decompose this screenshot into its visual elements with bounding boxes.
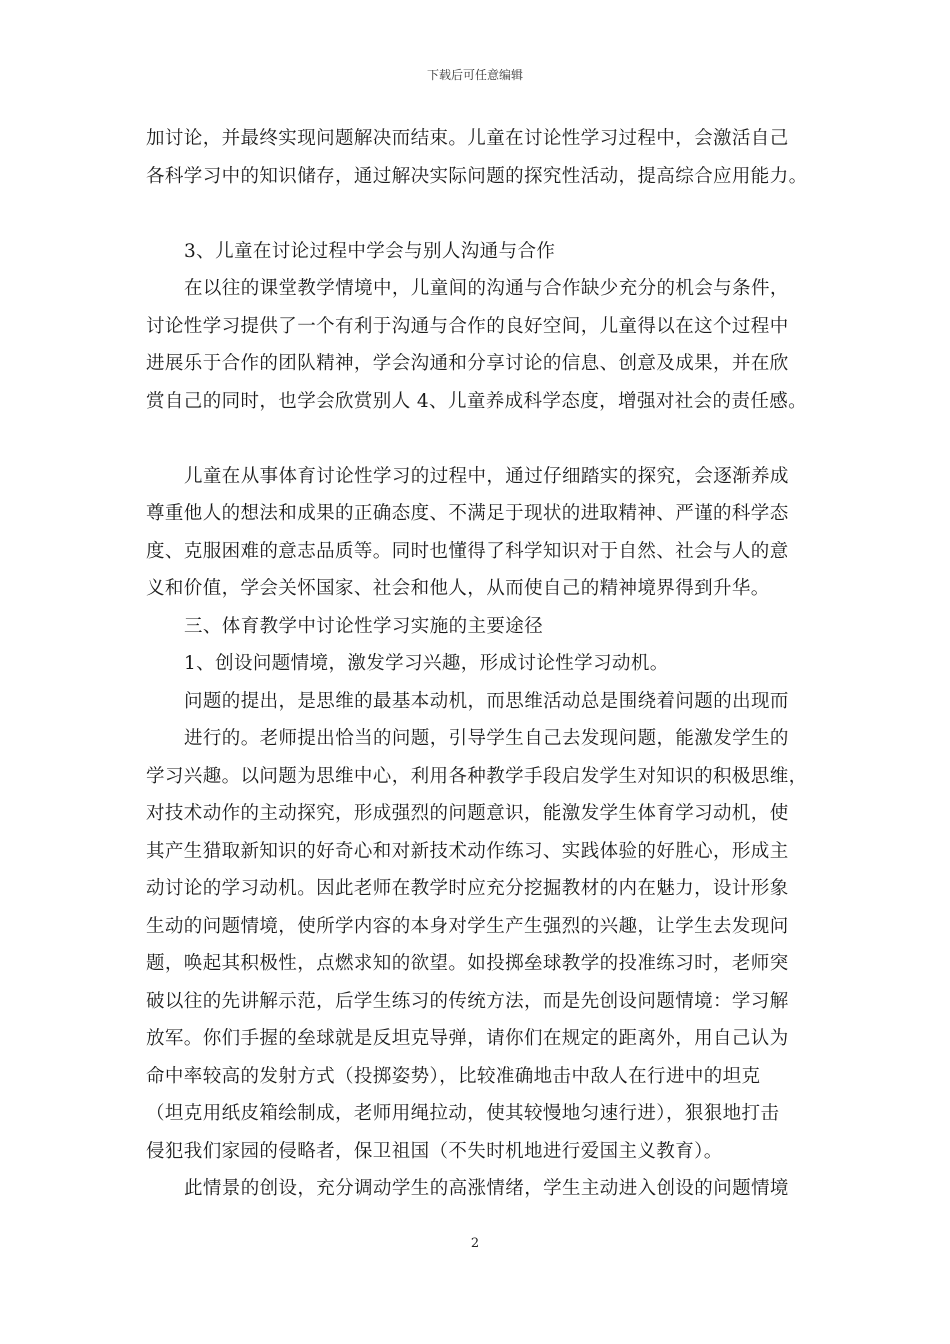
text-line: 其产生猎取新知识的好奇心和对新技术动作练习、实践体验的好胜心，形成主 bbox=[146, 840, 789, 862]
page-number: 2 bbox=[470, 1236, 480, 1251]
text-line: 赏自己的同时，也学会欣赏别人 4、儿童养成科学态度，增强对社会的责任感。 bbox=[146, 390, 808, 412]
section-heading: 三、体育教学中讨论性学习实施的主要途径 bbox=[184, 615, 544, 637]
text-line: 加讨论，并最终实现问题解决而结束。儿童在讨论性学习过程中，会激活自己 bbox=[146, 128, 789, 149]
text-line: 度、克服困难的意志品质等。同时也懂得了科学知识对于自然、社会与人的意 bbox=[146, 540, 789, 562]
paragraph-gap bbox=[146, 420, 816, 458]
text-line: 生动的问题情境，使所学内容的本身对学生产生强烈的兴趣，让学生去发现问 bbox=[146, 915, 789, 937]
text-line: 对技术动作的主动探究，形成强烈的问题意识，能激发学生体育学习动机，使 bbox=[146, 803, 789, 824]
paragraph-gap bbox=[146, 195, 816, 233]
text-line: 学习兴趣。以问题为思维中心，利用各种教学手段启发学生对知识的积极思维， bbox=[146, 765, 808, 787]
text-line: 破以往的先讲解示范，后学生练习的传统方法，而是先创设问题情境：学习解 bbox=[146, 990, 789, 1012]
document-body bbox=[146, 120, 816, 1208]
text-line: 此情景的创设，充分调动学生的高涨情绪，学生主动进入创设的问题情境 bbox=[184, 1178, 789, 1199]
text-line: 动讨论的学习动机。因此老师在教学时应充分挖掘教材的内在魅力，设计形象 bbox=[146, 878, 789, 899]
text-line: 义和价值，学会关怀国家、社会和他人，从而使自己的精神境界得到升华。 bbox=[146, 578, 770, 599]
text-line: 侵犯我们家园的侵略者，保卫祖国（不失时机地进行爱国主义教育）。 bbox=[146, 1140, 723, 1162]
text-line: 尊重他人的想法和成果的正确态度、不满足于现状的进取精神、严谨的科学态 bbox=[146, 503, 789, 524]
text-line: 讨论性学习提供了一个有利于沟通与合作的良好空间，儿童得以在这个过程中 bbox=[146, 315, 789, 337]
text-line: 放军。你们手握的垒球就是反坦克导弹，请你们在规定的距离外，用自己认为 bbox=[146, 1028, 789, 1049]
text-line: （坦克用纸皮箱绘制成，老师用绳拉动，使其较慢地匀速行进），狠狠地打击 bbox=[146, 1103, 780, 1124]
page-header: 下载后可任意编辑 bbox=[426, 68, 523, 82]
text-line: 进行的。老师提出恰当的问题，引导学生自己去发现问题，能激发学生的 bbox=[184, 728, 789, 749]
text-line: 儿童在从事体育讨论性学习的过程中，通过仔细踏实的探究，会逐渐养成 bbox=[184, 465, 789, 487]
text-line: 题，唤起其积极性，点燃求知的欲望。如投掷垒球教学的投准练习时，老师突 bbox=[146, 953, 789, 974]
subsection-heading: 1、创设问题情境，激发学习兴趣，形成讨论性学习动机。 bbox=[184, 653, 669, 674]
text-line: 问题的提出，是思维的最基本动机，而思维活动总是围绕着问题的出现而 bbox=[184, 690, 789, 712]
section-heading: 3、儿童在讨论过程中学会与别人沟通与合作 bbox=[184, 240, 556, 262]
text-line: 命中率较高的发射方式（投掷姿势），比较准确地击中敌人在行进中的坦克 bbox=[146, 1065, 761, 1087]
text-line: 在以往的课堂教学情境中，儿童间的沟通与合作缺少充分的机会与条件， bbox=[184, 278, 789, 299]
text-line: 进展乐于合作的团队精神，学会沟通和分享讨论的信息、创意及成果，并在欣 bbox=[146, 353, 789, 374]
text-line: 各科学习中的知识储存，通过解决实际问题的探究性活动，提高综合应用能力。 bbox=[146, 165, 808, 187]
